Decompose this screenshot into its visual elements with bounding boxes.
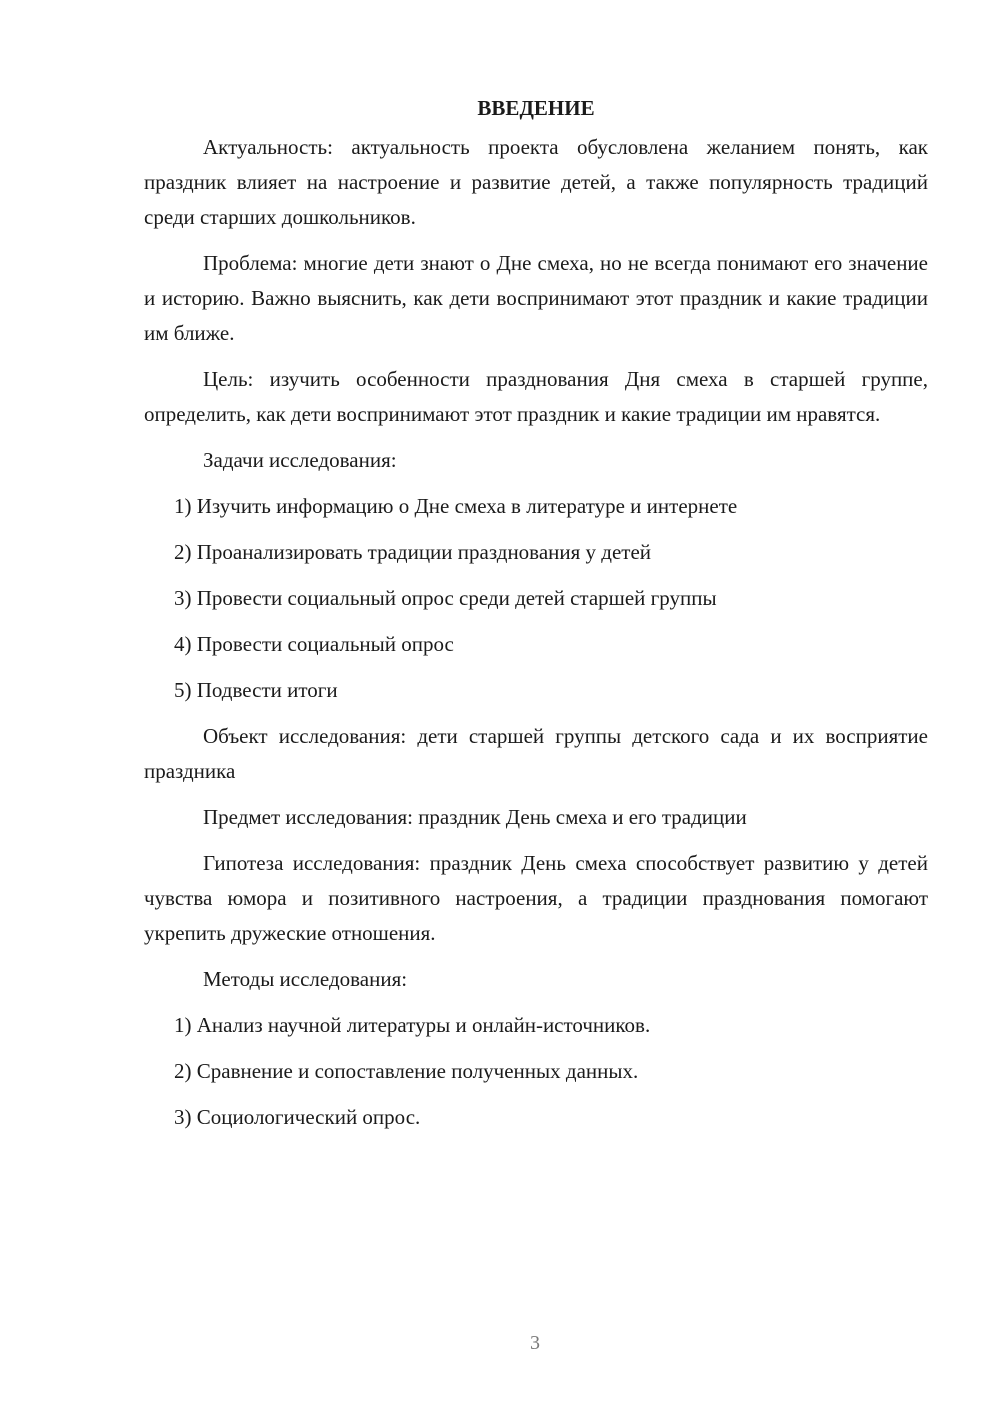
method-item: 3) Социологический опрос. xyxy=(174,1105,421,1129)
object-paragraph: Объект исследования: дети старшей группы детского сада и их восприятие праздника xyxy=(144,724,928,783)
task-item: 1) Изучить информацию о Дне смеха в литературе и интернете xyxy=(174,494,738,518)
methods-heading: Методы исследования: xyxy=(203,967,408,991)
document-body xyxy=(144,90,928,1146)
task-item: 3) Провести социальный опрос среди детей старшей группы xyxy=(174,586,717,610)
task-item: 2) Проанализировать традиции празднования у детей xyxy=(174,540,652,564)
method-item: 1) Анализ научной литературы и онлайн-источников. xyxy=(174,1013,651,1037)
task-item: 4) Провести социальный опрос xyxy=(174,632,454,656)
subject-paragraph: Предмет исследования: праздник День смеха и его традиции xyxy=(203,805,747,829)
tasks-heading: Задачи исследования: xyxy=(203,448,397,472)
hypothesis-paragraph: Гипотеза исследования: праздник День смеха способствует развитию у детей чувства юмора и позитивного настроения, а традиции празднования помогают укрепить дружеские отношения. xyxy=(144,851,928,945)
task-item: 5) Подвести итоги xyxy=(174,678,338,702)
actuality-paragraph: Актуальность: актуальность проекта обусловлена желанием понять, как праздник влияет на настроение и развитие детей, а также популярность традиций среди старших дошкольников. xyxy=(144,135,928,229)
page-number: 3 xyxy=(530,1332,540,1354)
section-title: ВВЕДЕНИЕ xyxy=(477,96,595,120)
method-item: 2) Сравнение и сопоставление полученных данных. xyxy=(174,1059,639,1083)
goal-paragraph: Цель: изучить особенности празднования Дня смеха в старшей группе, определить, как дети воспринимают этот праздник и какие традиции им нравятся. xyxy=(144,367,928,426)
problem-paragraph: Проблема: многие дети знают о Дне смеха, но не всегда понимают его значение и историю. Важно выяснить, как дети воспринимают этот праздник и какие традиции им ближе. xyxy=(144,251,928,345)
